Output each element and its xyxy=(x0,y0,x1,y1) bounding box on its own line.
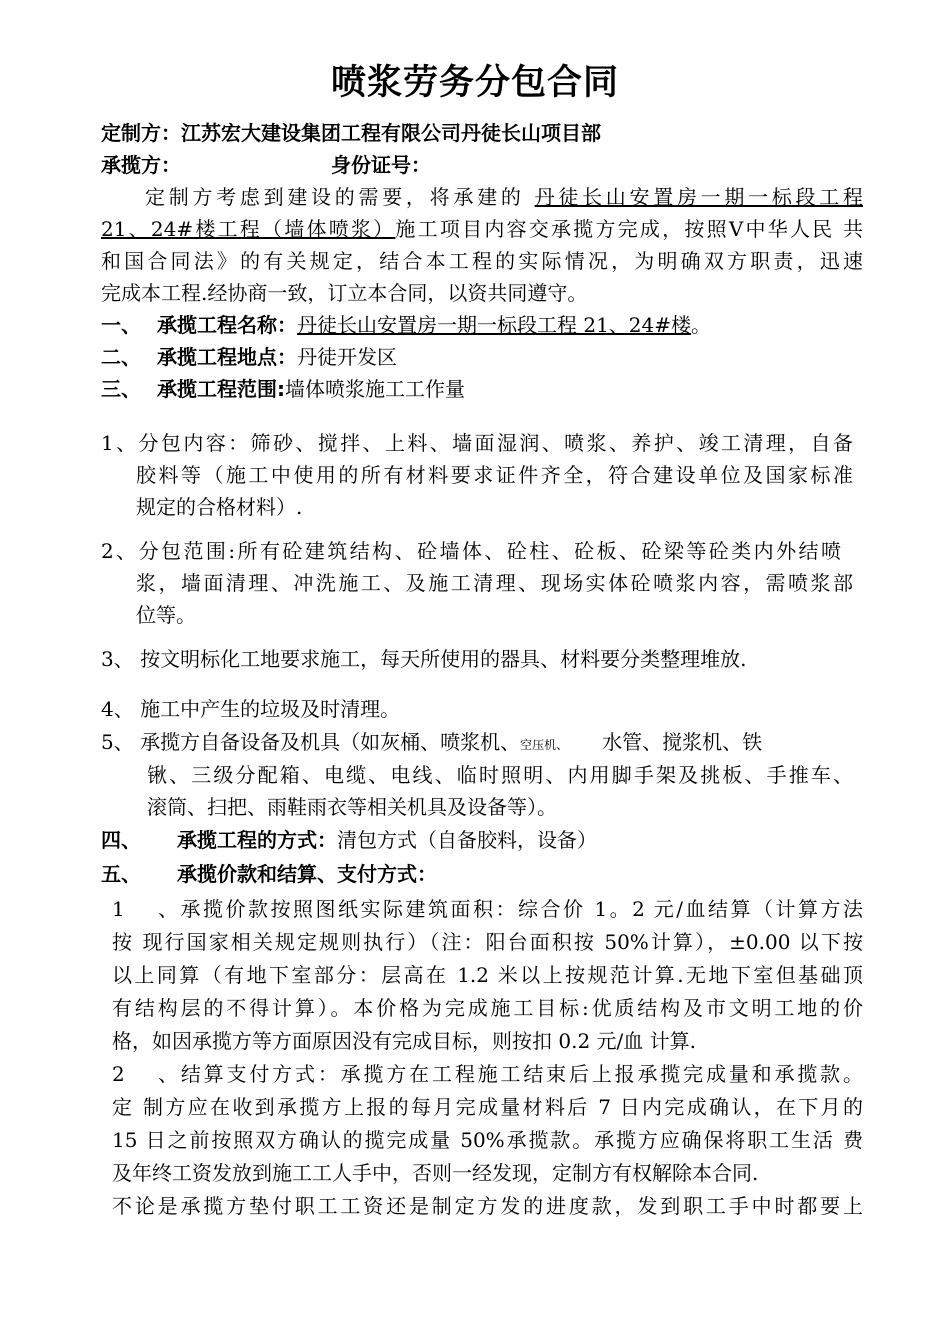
item-4: 4、 施工中产生的垃圾及时清理。 xyxy=(101,697,401,721)
section-3-label: 承揽工程范围: xyxy=(157,377,285,401)
section-4-value: 清包方式（自备胶料，设备） xyxy=(337,828,597,852)
item-5-text-small: 空压机、 xyxy=(520,738,569,752)
intro-text-2: 施工项目内容交承揽方完成，按照Ⅴ中华人民 共 xyxy=(395,217,863,241)
section-4-label: 承揽工程的方式： xyxy=(177,828,337,852)
item-2-line-1: 2、分包范围:所有砼建筑结构、砼墙体、砼柱、砼板、砼梁等砼类内外结喷 xyxy=(101,539,841,563)
party-a-value: 江苏宏大建设集团工程有限公司丹徒长山项目部 xyxy=(181,121,601,145)
section-3-value: 墙体喷浆施工工作量 xyxy=(285,377,465,401)
party-a-label: 定制方： xyxy=(101,121,181,145)
section-4-num: 四、 xyxy=(101,828,141,852)
intro-line-4: 完成本工程.经协商一致，订立本合同，以资共同遵守。 xyxy=(101,281,588,305)
pay-1-line-4: 有结构层的不得计算）。本价格为完成施工目标:优质结构及市文明工地的价 xyxy=(112,996,863,1020)
pay-1-line-1 xyxy=(112,893,863,925)
project-name-link-2: 21、24#楼工程（墙体喷浆） xyxy=(101,217,396,241)
intro-text-1: 定制方考虑到建设的需要，将承建的 xyxy=(145,185,535,209)
pay-1-line-3: 以上同算（有地下室部分：层高在 1.2 米以上按规范计算.无地下室但基础顶 xyxy=(112,963,863,987)
section-5-num: 五、 xyxy=(101,862,141,886)
pay-2-line-2: 定 制方应在收到承揽方上报的每月完成量材料后 7 日内完成确认，在下月的 xyxy=(112,1095,863,1119)
section-1-num: 一、 xyxy=(101,313,141,337)
section-2-num: 二、 xyxy=(101,345,141,369)
section-5 xyxy=(101,858,437,890)
intro-line-2 xyxy=(101,213,863,245)
pay-2-num: 2、 xyxy=(112,1062,178,1086)
party-b-id-label: 身份证号： xyxy=(331,153,431,177)
section-1-label: 承揽工程名称： xyxy=(157,313,297,337)
pay-1-num: 1、 xyxy=(112,897,178,921)
item-3: 3、 按文明标化工地要求施工，每天所使用的器具、材料要分类整理堆放. xyxy=(101,647,747,671)
document-title: 喷浆劳务分包合同 xyxy=(330,63,619,103)
section-3 xyxy=(101,373,465,405)
item-2-line-2: 浆，墙面清理、冲洗施工、及施工清理、现场实体砼喷浆内容，需喷浆部 xyxy=(136,571,853,595)
section-2-label: 承揽工程地点： xyxy=(157,345,297,369)
pay-2-text-1: 结算支付方式：承揽方在工程施工结束后上报承揽完成量和承揽款。 xyxy=(178,1062,863,1086)
intro-line-1 xyxy=(101,181,863,213)
section-1 xyxy=(101,309,711,341)
party-a-line xyxy=(101,117,601,149)
section-4 xyxy=(101,824,597,856)
item-5-line-3: 滚筒、扫把、雨鞋雨衣等相关机具及设备等）。 xyxy=(147,795,557,819)
item-1-line-2: 胶料等（施工中使用的所有材料要求证件齐全，符合建设单位及国家标准 xyxy=(136,463,853,487)
pay-2-line-4: 及年终工资发放到施工工人手中，否则一经发现，定制方有权解除本合同. xyxy=(112,1161,759,1185)
item-5-text-a: 5、 承揽方自备设备及机具（如灰桶、喷浆机、 xyxy=(101,730,521,754)
party-b-label: 承揽方： xyxy=(101,153,181,177)
item-2-line-3: 位等。 xyxy=(136,603,196,627)
section-5-label: 承揽价款和结算、支付方式： xyxy=(177,862,437,886)
intro-line-3: 和国合同法》的有关规定，结合本工程的实际情况，为明确双方职责，迅速 xyxy=(101,249,863,273)
pay-2-line-3: 15 日之前按照双方确认的揽完成量 50%承揽款。承揽方应确保将职工生活 费 xyxy=(112,1128,863,1152)
section-1-tail: 。 xyxy=(691,313,712,337)
pay-2-line-1 xyxy=(112,1058,863,1090)
section-2 xyxy=(101,341,397,373)
item-1-line-3: 规定的合格材料）. xyxy=(136,495,303,519)
pay-1-line-5: 格，如因承揽方等方面原因没有完成目标，则按扣 0.2 元/血 计算. xyxy=(112,1029,696,1053)
pay-1-text-1: 承揽价款按照图纸实际建筑面积：综合价 1。2 元/血结算（计算方法 xyxy=(178,897,863,921)
item-1-line-1: 1、分包内容：筛砂、搅拌、上料、墙面湿润、喷浆、养护、竣工清理，自备 xyxy=(101,431,853,455)
item-5-line-1 xyxy=(101,726,762,761)
item-5-line-2: 锹、三级分配箱、电缆、电线、临时照明、内用脚手架及挑板、手推车、 xyxy=(147,763,853,787)
section-2-value: 丹徒开发区 xyxy=(297,345,397,369)
pay-1-line-2: 按 现行国家相关规定规则执行）（注：阳台面积按 50%计算），±0.00 以下按 xyxy=(112,930,863,954)
item-5-text-b: 水管、搅浆机、铁 xyxy=(602,730,763,754)
section-1-value: 丹徒长山安置房一期一标段工程 21、24#楼 xyxy=(297,313,692,337)
pay-2-line-5: 不论是承揽方垫付职工工资还是制定方发的进度款，发到职工手中时都要上 xyxy=(112,1194,863,1218)
project-name-link-1: 丹徒长山安置房一期一标段工程 xyxy=(534,185,864,209)
section-3-num: 三、 xyxy=(101,377,141,401)
